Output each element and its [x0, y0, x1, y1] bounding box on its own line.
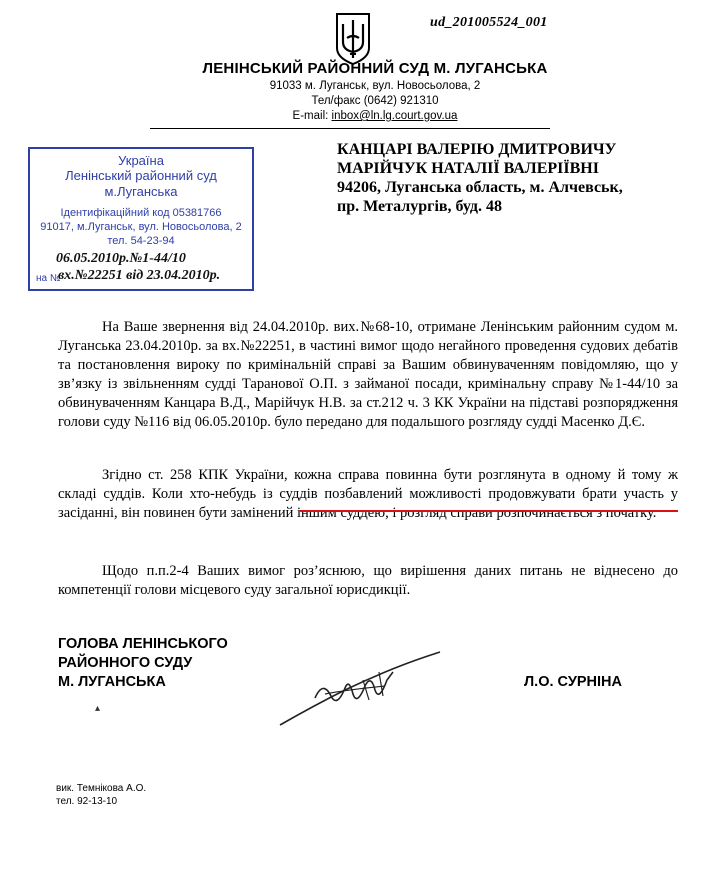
signer-name: Л.О. СУРНІНА	[524, 674, 622, 690]
court-phone: Тел/факс (0642) 921310	[311, 95, 439, 107]
court-title: ЛЕНІНСЬКИЙ РАЙОННИЙ СУД М. ЛУГАНСЬКА	[202, 60, 548, 77]
stamp-na-label: на №	[36, 273, 61, 284]
signer-title-2: РАЙОННОГО СУДУ	[58, 655, 193, 671]
stray-mark-icon: ▴	[95, 703, 101, 714]
executor-phone: тел. 92-13-10	[56, 796, 118, 807]
handwritten-signature-icon	[275, 650, 445, 730]
stamp-incoming-number: вх.№22251 від 23.04.2010р.	[58, 268, 221, 283]
document-id: ud_201005524_001	[430, 15, 548, 30]
stamp-country: Україна	[118, 153, 164, 168]
executor-name: вик. Темнікова А.О.	[56, 783, 147, 794]
header-divider	[150, 128, 550, 129]
body-paragraph-2	[58, 466, 678, 523]
trident-emblem-icon	[333, 12, 373, 66]
stamp-city: м.Луганська	[104, 184, 178, 199]
body-paragraph-3	[58, 562, 678, 600]
court-stamp	[28, 147, 254, 291]
stamp-outgoing-number: 06.05.2010р.№1-44/10	[56, 251, 186, 266]
addressee-line-3: 94206, Луганська область, м. Алчевськ,	[337, 179, 623, 196]
stamp-phone: тел. 54-23-94	[107, 235, 175, 247]
signer-title-3: М. ЛУГАНСЬКА	[58, 674, 166, 690]
addressee-line-2: МАРІЙЧУК НАТАЛІЇ ВАЛЕРІЇВНІ	[337, 160, 599, 177]
stamp-code: Ідентифікаційний код 05381766	[60, 207, 222, 219]
email-label: E-mail:	[292, 110, 332, 122]
red-underline-mark	[300, 510, 678, 512]
body-paragraph-2-text: Згідно ст. 258 КПК України, кожна справа повинна бути розглянута в одному й тому ж складі суддів. Коли хто-небудь із суддів позбавлений можливості продовжувати брати участь у засіданні, він повинен бути замінений іншим суддею, і розгляд справи розпочинається з початку.	[58, 467, 678, 521]
addressee-line-1: КАНЦАРІ ВАЛЕРІЮ ДМИТРОВИЧУ	[337, 141, 617, 158]
stamp-address: 91017, м.Луганськ, вул. Новосьолова, 2	[40, 221, 242, 233]
court-email	[160, 110, 590, 122]
body-paragraph-1-text: На Ваше звернення від 24.04.2010р. вих.№68-10, отримане Ленінським районним судом м. Луганська 23.04.2010р. за вх.№22251, в частині вимог щодо негайного проведення судових дебатів та постановлення вироку по кримінальній справі за Вашим обвинуваченням повідомляю, що у зв’язку із звільненням судді Таранової О.П. з займаної посади, кримінальну справу №1-44/10 за обвинуваченням Канцара В.Д., Марійчук Н.В. за ст.212 ч. 3 КК України на підставі розпорядження голови суду №116 від 06.05.2010р. було передано для подальшого розгляду судді Масенко Д.Є.	[58, 319, 678, 430]
body-paragraph-3-text: Щодо п.п.2-4 Ваших вимог роз’яснюю, що вирішення даних питань не віднесено до компетенції голови місцевого суду загальної юрисдикції.	[58, 563, 678, 598]
signer-title-1: ГОЛОВА ЛЕНІНСЬКОГО	[58, 636, 228, 652]
court-address: 91033 м. Луганськ, вул. Новосьолова, 2	[269, 80, 481, 92]
addressee-line-4: пр. Металургів, буд. 48	[337, 198, 503, 215]
stamp-court: Ленінський районний суд	[65, 168, 217, 183]
body-paragraph-1	[58, 318, 678, 432]
email-link[interactable]: inbox@ln.lg.court.gov.ua	[331, 110, 458, 122]
